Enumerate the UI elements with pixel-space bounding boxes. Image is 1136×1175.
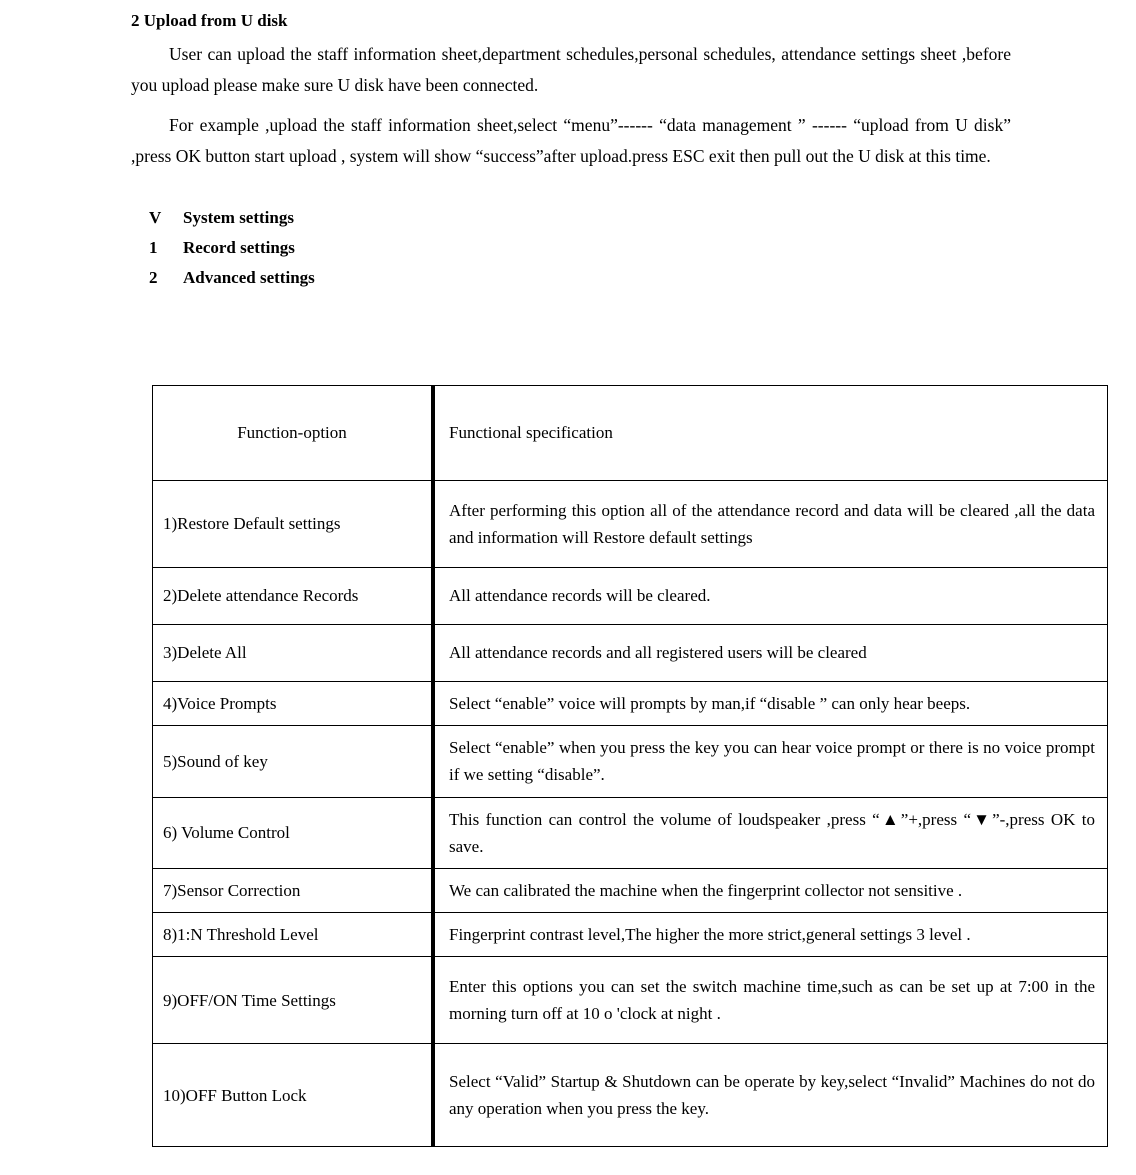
table-cell-specification: This function can control the volume of loudspeaker ,press “▲”+,press “▼”-,press OK to save. [433, 797, 1108, 868]
paragraph-text: User can upload the staff information sheet,department schedules,personal schedules, attendance settings sheet ,before you upload please make sure U disk have been connected. [131, 43, 1011, 95]
table-row [153, 481, 1108, 568]
outline-item-label: Record settings [183, 238, 295, 258]
table-cell-option: 2)Delete attendance Records [153, 568, 434, 625]
table-row [153, 1044, 1108, 1147]
paragraph-upload-intro [131, 39, 1011, 100]
table-header-function-option: Function-option [153, 386, 434, 481]
table-cell-specification: Select “enable” voice will prompts by man,if “disable ” can only hear beeps. [433, 682, 1108, 726]
table-cell-option: 9)OFF/ON Time Settings [153, 957, 434, 1044]
table-cell-option: 10)OFF Button Lock [153, 1044, 434, 1147]
table-cell-option: 6) Volume Control [153, 797, 434, 868]
section-heading: 2 Upload from U disk [131, 11, 288, 30]
outline-item-record-settings [149, 233, 1011, 263]
outline-item-system-settings [149, 203, 1011, 233]
outline-item-number: 1 [149, 238, 158, 258]
table-cell-option: 5)Sound of key [153, 726, 434, 797]
advanced-settings-table [152, 385, 1108, 1147]
table-cell-specification: Enter this options you can set the switch machine time,such as can be set up at 7:00 in the morning turn off at 10 o 'clock at night . [433, 957, 1108, 1044]
table-cell-specification: All attendance records and all registered users will be cleared [433, 625, 1108, 682]
table-cell-specification: Select “Valid” Startup & Shutdown can be operate by key,select “Invalid” Machines do not do any operation when you press the key. [433, 1044, 1108, 1147]
table-row [153, 797, 1108, 868]
paragraph-text: For example ,upload the staff information sheet,select “menu”------ “data management ” ------ “upload from U disk” ,press OK button start upload , system will show “success”after upload.press ESC exit then pull out the U disk at this time. [131, 115, 1011, 166]
paragraph-upload-example [131, 110, 1011, 171]
table-cell-specification: After performing this option all of the attendance record and data will be cleared ,all the data and information will Restore default settings [433, 481, 1108, 568]
table-row [153, 682, 1108, 726]
table-row [153, 913, 1108, 957]
document-content [131, 10, 1011, 293]
outline-list [131, 203, 1011, 292]
outline-item-advanced-settings [149, 263, 1011, 293]
table-cell-option: 4)Voice Prompts [153, 682, 434, 726]
outline-item-label: System settings [183, 208, 294, 228]
table-row [153, 868, 1108, 912]
table-header-functional-specification: Functional specification [433, 386, 1108, 481]
table-row [153, 568, 1108, 625]
outline-item-label: Advanced settings [183, 267, 315, 287]
paragraph-spacer [131, 100, 1011, 110]
table-cell-option: 1)Restore Default settings [153, 481, 434, 568]
table-row [153, 625, 1108, 682]
table-cell-specification: All attendance records will be cleared. [433, 568, 1108, 625]
table-header-row [153, 386, 1108, 481]
table-cell-option: 7)Sensor Correction [153, 868, 434, 912]
table-cell-specification: Fingerprint contrast level,The higher the more strict,general settings 3 level . [433, 913, 1108, 957]
table-row [153, 957, 1108, 1044]
outline-item-number: V [149, 208, 162, 228]
table-cell-option: 3)Delete All [153, 625, 434, 682]
table-cell-specification: Select “enable” when you press the key you can hear voice prompt or there is no voice prompt if we setting “disable”. [433, 726, 1108, 797]
table-cell-option: 8)1:N Threshold Level [153, 913, 434, 957]
outline-item-number: 2 [149, 267, 158, 287]
table-cell-specification: We can calibrated the machine when the fingerprint collector not sensitive . [433, 868, 1108, 912]
table-row [153, 726, 1108, 797]
